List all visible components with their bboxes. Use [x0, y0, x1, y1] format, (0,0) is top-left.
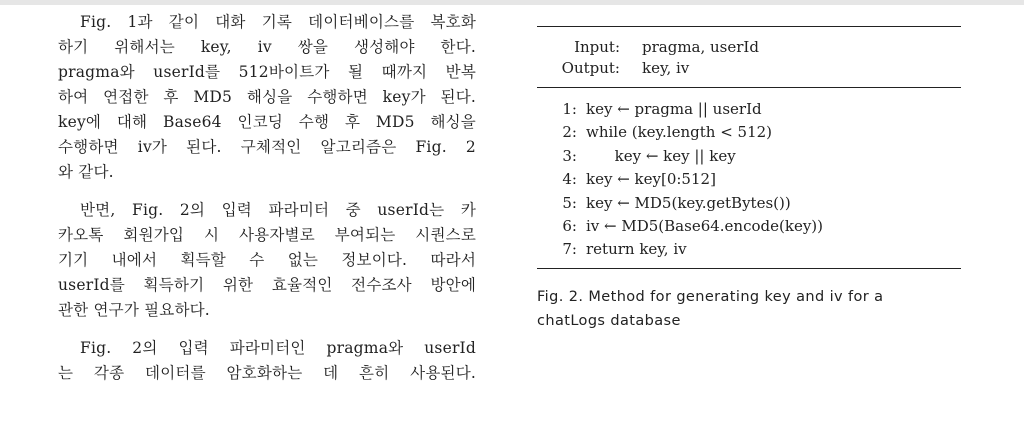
- paragraph-3: [58, 336, 476, 386]
- line-code: key ← key || key: [586, 146, 736, 165]
- line-number: 1:: [562, 100, 577, 118]
- text-line: pragma와 userId를 512바이트가 될 때까지 반복: [58, 63, 476, 81]
- line-number: 5:: [562, 193, 577, 212]
- text-line: Fig. 1과 같이 대화 기록 데이터베이스를 복호화: [80, 13, 476, 31]
- algorithm-line: [537, 168, 961, 191]
- io-key: Output:: [561, 59, 620, 77]
- algorithm-line: [537, 215, 961, 238]
- text-line: key에 대해 Base64 인코딩 수행 후 MD5 해싱을: [58, 113, 476, 131]
- text-line: 카오톡 회원가입 시 사용자별로 부여되는 시퀀스로: [58, 226, 476, 244]
- caption-line: Fig. 2. Method for generating key and iv for a: [537, 288, 884, 305]
- page-top-bar: [0, 0, 1024, 5]
- algorithm-line: [537, 238, 961, 261]
- line-code: iv ← MD5(Base64.encode(key)): [586, 217, 823, 236]
- line-number: 7:: [562, 240, 577, 259]
- io-value: pragma, userId: [642, 38, 759, 56]
- text-line: 하여 연접한 후 MD5 해싱을 수행하면 key가 된다.: [58, 88, 476, 106]
- figure-2: [537, 26, 961, 333]
- text-line: Fig. 2의 입력 파라미터인 pragma와 userId: [80, 339, 476, 357]
- line-number: 3:: [562, 146, 577, 165]
- figure-bottom-rule: [537, 268, 961, 269]
- caption-line: chatLogs database: [537, 312, 681, 329]
- text-line: 반면, Fig. 2의 입력 파라미터 중 userId는 카: [80, 201, 476, 219]
- io-key: Input:: [574, 38, 620, 56]
- line-number: 4:: [562, 170, 577, 189]
- line-code: key ← pragma || userId: [586, 100, 762, 118]
- algorithm-io: [537, 27, 961, 87]
- line-number: 2:: [562, 123, 577, 142]
- line-code: return key, iv: [586, 240, 687, 259]
- text-line: 수행하면 iv가 된다. 구체적인 알고리즘은 Fig. 2: [58, 138, 476, 156]
- text-line: userId를 획득하기 위한 효율적인 전수조사 방안에: [58, 276, 476, 294]
- paragraph-2: [58, 198, 476, 323]
- text-line: 는 각종 데이터를 암호화하는 데 흔히 사용된다.: [58, 364, 476, 382]
- algorithm-line: [537, 121, 961, 144]
- io-value: key, iv: [642, 59, 690, 77]
- text-line: 기기 내에서 획득할 수 없는 정보이다. 따라서: [58, 251, 476, 269]
- body-text-column: [58, 10, 476, 399]
- line-number: 6:: [562, 217, 577, 236]
- figure-caption: [537, 285, 961, 333]
- text-line: 하기 위해서는 key, iv 쌍을 생성해야 한다.: [58, 38, 476, 56]
- line-code: key ← key[0:512]: [586, 170, 716, 189]
- line-code: key ← MD5(key.getBytes()): [586, 193, 791, 212]
- algorithm-line: [537, 145, 961, 168]
- algorithm-line: [537, 98, 961, 121]
- algorithm-line: [537, 192, 961, 215]
- text-line: 와 같다.: [58, 163, 114, 181]
- line-code: while (key.length < 512): [586, 123, 773, 142]
- io-row-input: [537, 37, 961, 58]
- algorithm-steps: [537, 88, 961, 268]
- paragraph-1: [58, 10, 476, 185]
- text-line: 관한 연구가 필요하다.: [58, 301, 210, 319]
- io-row-output: [537, 58, 961, 79]
